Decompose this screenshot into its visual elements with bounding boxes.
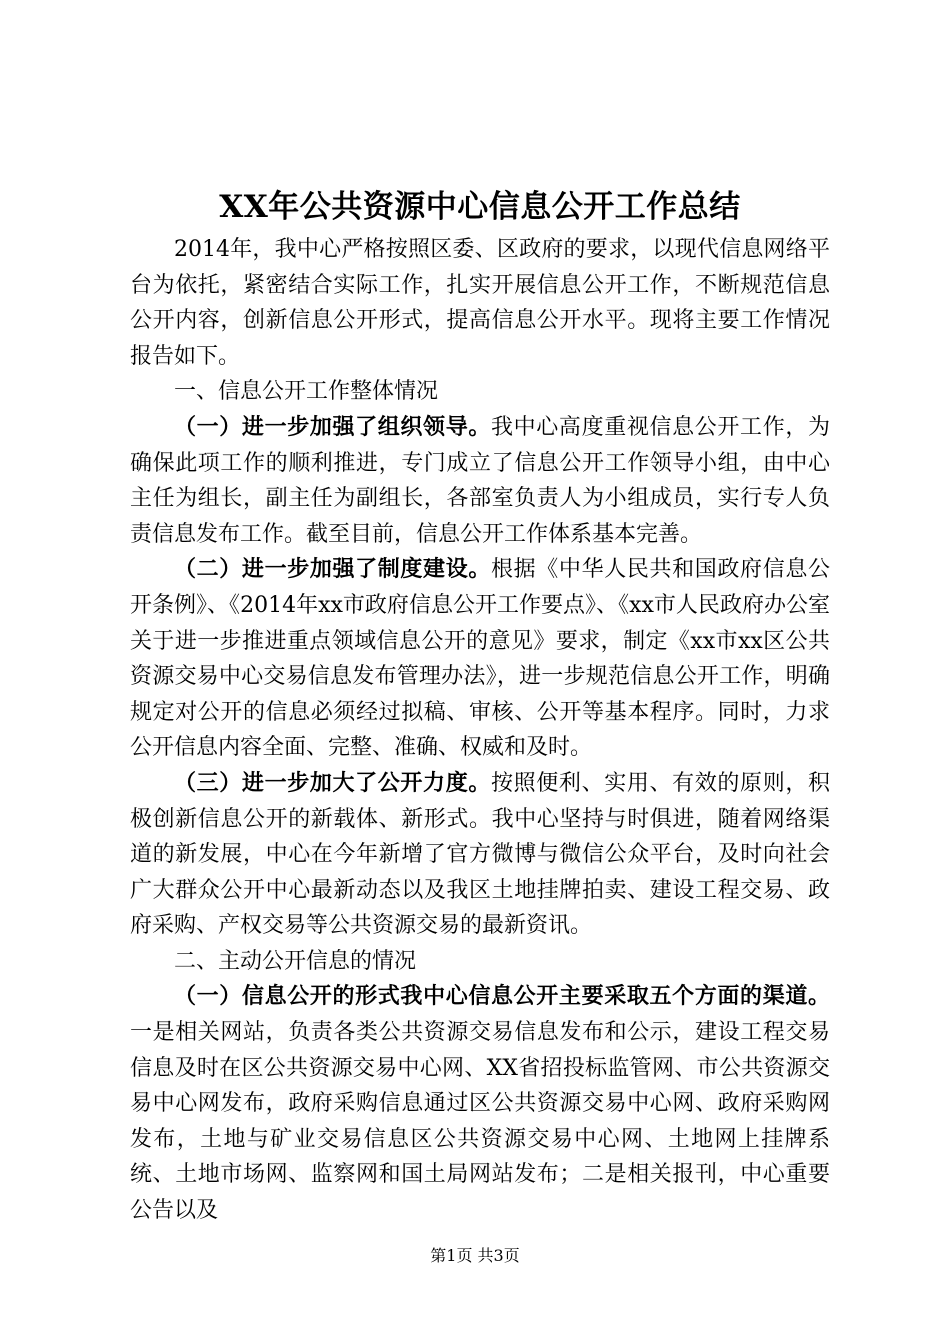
item-lead: （一）信息公开的形式我中心信息公开主要采取五个方面的渠道。 [174,984,830,1010]
item-lead: （二）进一步加强了制度建设。 [174,557,491,583]
item-text: 按照便利、实用、有效的原则，积极创新信息公开的新载体、新形式。我中心坚持与时俱进，随着网络渠道的新发展，中心在今年新增了官方微博与微信公众平台，及时向社会广大群众公开中心最新动态以及我区土地挂牌拍卖、建设工程交易、政府采购、产权交易等公共资源交易的最新资讯。 [130,770,830,939]
item-lead: （三）进一步加大了公开力度。 [174,770,491,796]
intro-paragraph: 2014年，我中心严格按照区委、区政府的要求，以现代信息网络平台为依托，紧密结合实际工作，扎实开展信息公开工作，不断规范信息公开内容，创新信息公开形式，提高信息公开水平。现将主要工作情况报告如下。 [130,237,830,369]
section-1-item-3 [130,766,830,944]
document-page [130,184,830,1229]
document-title: XX年公共资源中心信息公开工作总结 [219,189,741,225]
item-lead: （一）进一步加强了组织领导。 [174,414,491,440]
section-1-item-2 [130,552,830,766]
section-1-item-1 [130,410,830,552]
item-text: 根据《中华人民共和国政府信息公开条例》、《2014年xx市政府信息公开工作要点》、《xx市人民政府办公室关于进一步推进重点领域信息公开的意见》要求，制定《xx市xx区公共资源交易中心交易信息发布管理办法》，进一步规范信息公开工作，明确规定对公开的信息必须经过拟稿、审核、公开等基本程序。同时，力求公开信息内容全面、完整、准确、权威和及时。 [130,557,830,761]
item-text: 我中心高度重视信息公开工作，为确保此项工作的顺利推进，专门成立了信息公开工作领导小组，由中心主任为组长，副主任为副组长，各部室负责人为小组成员，实行专人负责信息发布工作。截至目前，信息公开工作体系基本完善。 [130,414,830,547]
section-1-heading: 一、信息公开工作整体情况 [174,379,439,405]
section-2-item-1 [130,979,830,1228]
page-footer: 第1页 共3页 [430,1246,520,1265]
section-2-heading: 二、主动公开信息的情况 [174,948,417,974]
item-text: 一是相关网站，负责各类公共资源交易信息发布和公示，建设工程交易信息及时在区公共资源交易中心网、XX省招投标监管网、市公共资源交易中心网发布，政府采购信息通过区公共资源交易中心网、政府采购网发布，土地与矿业交易信息区公共资源交易中心网、土地网上挂牌系统、土地市场网、监察网和国土局网站发布；二是相关报刊，中心重要公告以及 [130,1020,830,1224]
